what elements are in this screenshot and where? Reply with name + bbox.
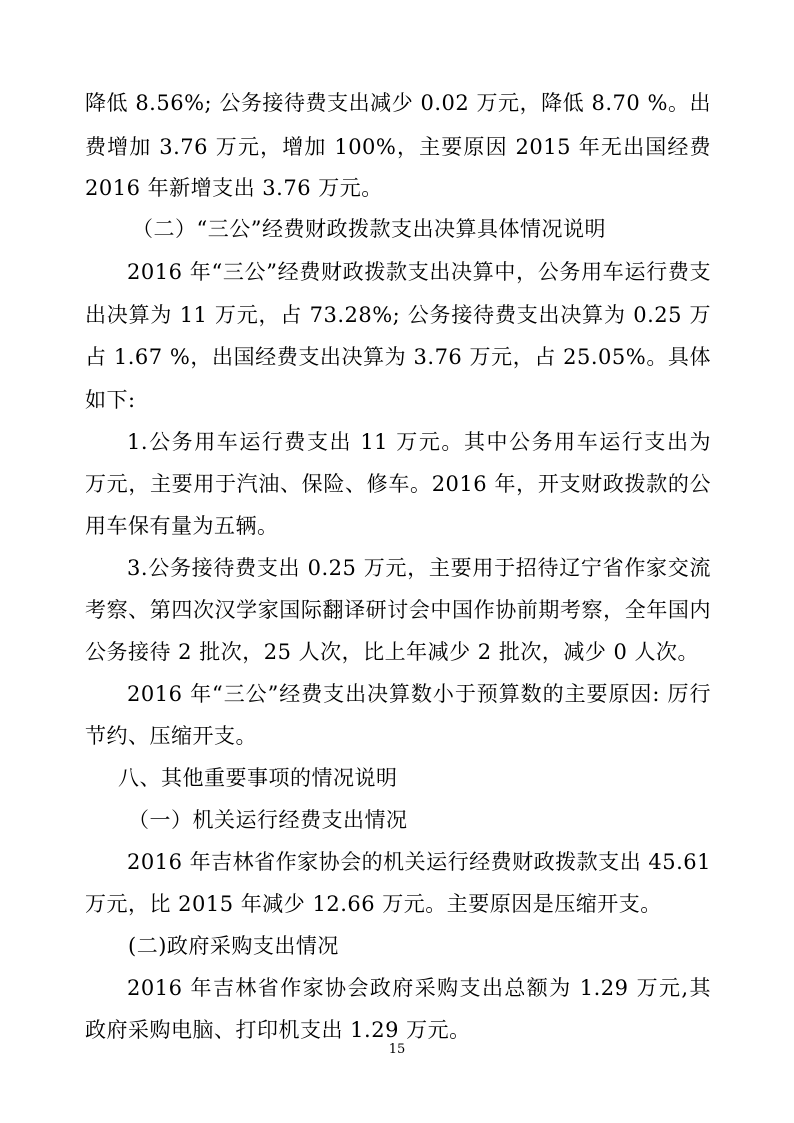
body-line-20: 万元，比 2015 年减少 12.66 万元。主要原因是压缩开支。 [85,892,662,916]
body-line-3: 2016 年新增支出 3.76 万元。 [85,176,383,200]
body-line-13: 考察、第四次汉学家国际翻译研讨会中国作协前期考察，全年国内 [85,598,711,622]
body-line-15: 2016 年“三公”经费支出决算数小于预算数的主要原因: 厉行 [127,682,711,706]
list-item-reception-costs: 3.公务接待费支出 0.25 万元，主要用于招待辽宁省作家交流 [127,556,711,580]
body-line-1: 降低 8.56%; 公务接待费支出减少 0.02 万元，降低 8.70 %。出 [85,91,711,115]
body-line-16: 节约、压缩开支。 [85,724,257,748]
body-line-2: 费增加 3.76 万元，增加 100%，主要原因 2015 年无出国经费 [85,135,711,159]
section-heading-three-public-details: （二）“三公”经费财政拨款支出决算具体情况说明 [132,217,606,241]
body-line-11: 用车保有量为五辆。 [85,514,279,538]
section-heading-other-matters: 八、其他重要事项的情况说明 [118,766,398,790]
subsection-heading-operating-costs: （一）机关运行经费支出情况 [128,808,408,832]
page-number: 15 [388,1042,406,1057]
body-line-6: 出决算为 11 万元，占 73.28%; 公务接待费支出决算为 0.25 万 [85,303,711,327]
subsection-heading-procurement: (二)政府采购支出情况 [128,934,339,958]
body-line-10: 万元，主要用于汽油、保险、修车。2016 年，开支财政拨款的公 [85,472,711,496]
body-line-5: 2016 年“三公”经费财政拨款支出决算中，公务用车运行费支 [127,260,711,284]
body-line-19: 2016 年吉林省作家协会的机关运行经费财政拨款支出 45.61 [127,850,711,874]
body-line-22: 2016 年吉林省作家协会政府采购支出总额为 1.29 万元,其 [127,976,711,1000]
body-line-23: 政府采购电脑、打印机支出 1.29 万元。 [85,1018,471,1042]
body-line-14: 公务接待 2 批次，25 人次，比上年减少 2 批次，减少 0 人次。 [85,640,700,664]
list-item-vehicle-costs: 1.公务用车运行费支出 11 万元。其中公务用车运行支出为 [127,430,711,454]
body-line-8: 如下: [85,388,136,412]
body-line-7: 占 1.67 %，出国经费支出决算为 3.76 万元，占 25.05%。具体 [85,345,711,369]
